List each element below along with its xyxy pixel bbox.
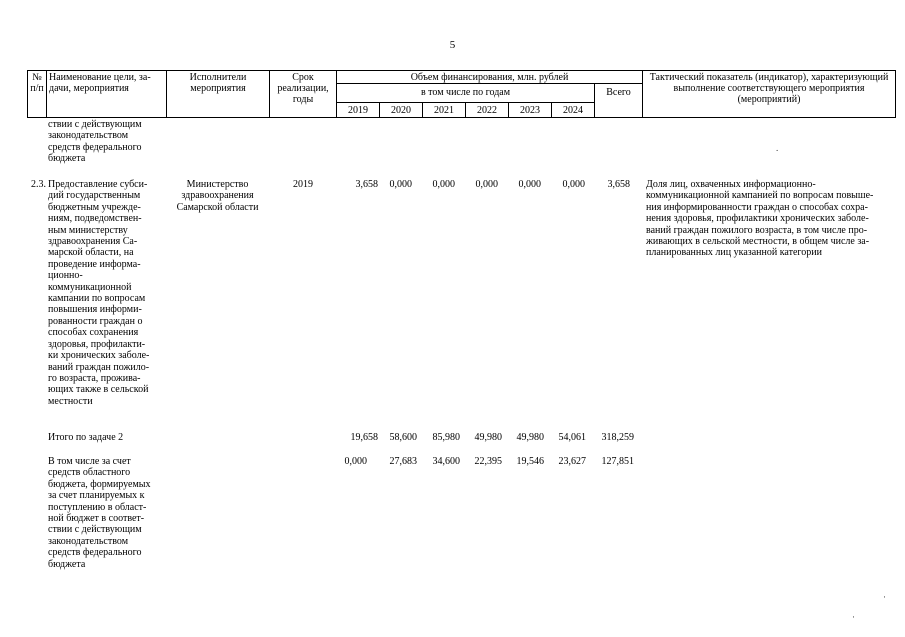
item-indicator: Доля лиц, охваченных информационно- коммуникационной кампанией по вопросам повыше- ния информированности граждан о способах сохра- нения здоровья, профилактики хронических заболе- ваний граждан пожилого возраста, в том числе про- живающих в сельской местности, в общем числе за- планированных лиц указанной категории (646, 179, 874, 259)
scan-mark: · (852, 612, 855, 622)
header-vline (642, 70, 643, 118)
item-term: 2019 (293, 179, 313, 190)
header-col-number: № п/п (30, 72, 44, 94)
page-number: 5 (449, 39, 456, 51)
header-col-executors: Исполнители мероприятия (189, 72, 247, 94)
header-year: 2022 (477, 105, 497, 116)
item-value-2024: 0,000 (562, 179, 585, 190)
table-header (27, 70, 896, 118)
total-value-2023: 49,980 (516, 432, 544, 443)
regional-value-2020: 27,683 (389, 456, 417, 467)
total-value-2020: 58,600 (389, 432, 417, 443)
header-year: 2024 (563, 105, 583, 116)
total-value-2019: 19,658 (350, 432, 378, 443)
total-value-2021: 85,980 (432, 432, 460, 443)
header-col-term: Срок реализации, годы (277, 72, 329, 105)
header-col-indicator: Тактический показатель (индикатор), характеризующий выполнение соответствующего мероприятия (мероприятий) (649, 72, 889, 105)
header-year: 2023 (520, 105, 540, 116)
regional-value-2024: 23,627 (558, 456, 586, 467)
header-volume-line (336, 83, 642, 84)
item-value-2020: 0,000 (389, 179, 412, 190)
header-col-volume: Объем финансирования, млн. рублей (410, 72, 569, 83)
regional-value-2023: 19,546 (516, 456, 544, 467)
header-year: 2021 (434, 105, 454, 116)
header-vline (895, 70, 896, 118)
header-col-name: Наименование цели, за- дачи, мероприятия (49, 72, 151, 94)
regional-value-2019: 0,000 (344, 456, 367, 467)
regional-value-total: 127,851 (601, 456, 634, 467)
total-task-label: Итого по задаче 2 (48, 432, 124, 443)
header-year: 2020 (391, 105, 411, 116)
item-value-2023: 0,000 (518, 179, 541, 190)
header-top-line (27, 70, 896, 71)
item-total: 3,658 (607, 179, 630, 190)
item-value-2022: 0,000 (475, 179, 498, 190)
header-bottom-line (27, 117, 896, 118)
item-executor: Министерство здравоохранения Самарской области (176, 179, 259, 213)
continuation-text: ствии с действующим законодательством средств федерального бюджета (48, 119, 142, 165)
total-value-all: 318,259 (601, 432, 634, 443)
header-col-by-year: в том числе по годам (420, 87, 511, 98)
total-value-2024: 54,061 (558, 432, 586, 443)
item-value-2021: 0,000 (432, 179, 455, 190)
regional-value-2021: 34,600 (432, 456, 460, 467)
header-vline (46, 70, 47, 118)
header-year: 2019 (348, 105, 368, 116)
item-name: Предоставление субси- дий государственным бюджетным учрежде- ниям, подведомствен- ным министерству здравоохранения Са- марской области, на проведение информа- ционно- коммуникационной кампании по вопросам повышения информи- рованности граждан о способах сохранения здоровья, профилакти- ки хронических заболе- ваний граждан пожило- го возраста, прожива- ющих также в сельской местности (48, 179, 150, 407)
header-col-total: Всего (606, 87, 631, 98)
scan-mark: . (776, 143, 779, 153)
regional-value-2022: 22,395 (474, 456, 502, 467)
item-number: 2.3. (31, 179, 46, 190)
scan-mark: · (883, 592, 886, 602)
total-value-2022: 49,980 (474, 432, 502, 443)
regional-budget-label: В том числе за счет средств областного бюджета, формируемых за счет планируемых к поступлению в област- ной бюджет в соответ- ствии с действующим законодательством средств федерального бюджета (48, 456, 151, 570)
item-value-2019: 3,658 (355, 179, 378, 190)
